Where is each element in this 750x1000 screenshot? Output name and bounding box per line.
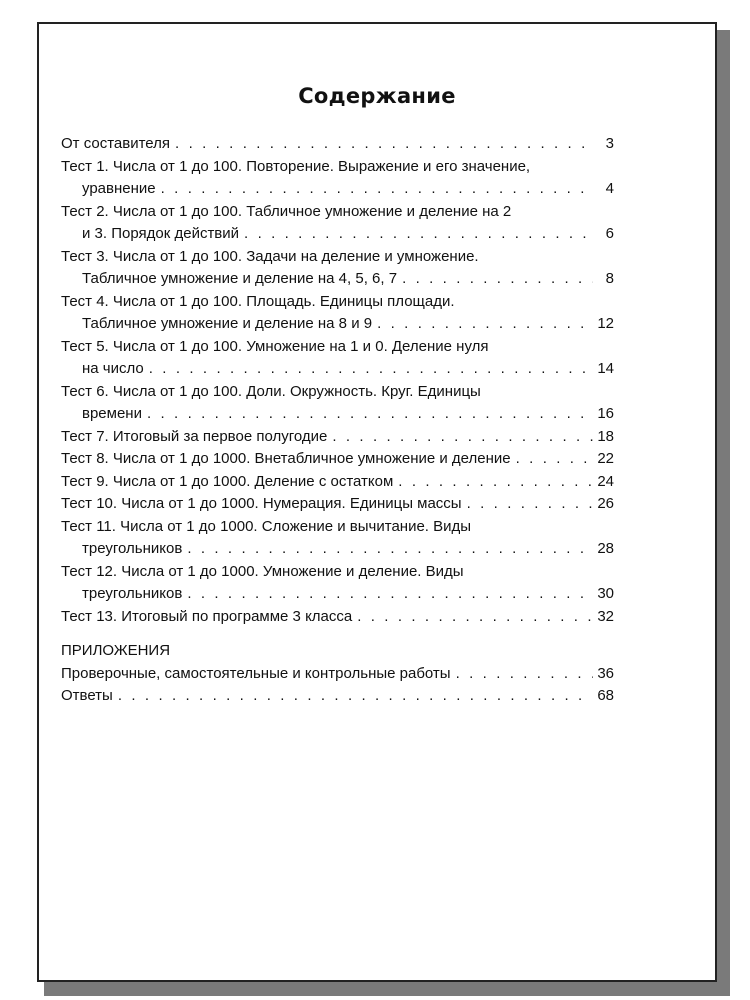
dot-leader	[332, 426, 593, 449]
toc-entry-text: Тест 5. Числа от 1 до 100. Умножение на 1 и 0. Деление нуля	[61, 337, 489, 355]
toc-entry-text: Тест 10. Числа от 1 до 1000. Нумерация. Единицы массы	[61, 495, 462, 512]
toc-entry-text: Тест 2. Числа от 1 до 100. Табличное умножение и деление на 2	[61, 202, 512, 220]
toc-entry[interactable]	[61, 246, 614, 291]
toc-entry-line	[61, 426, 614, 449]
toc-entry-line	[61, 178, 614, 201]
toc-entry-text: и 3. Порядок действий	[82, 225, 240, 242]
toc-entry[interactable]	[61, 663, 614, 686]
toc-entry[interactable]	[61, 516, 614, 561]
toc-page-number: 32	[597, 607, 614, 625]
toc-entry-line	[61, 471, 614, 494]
dot-leader	[187, 538, 593, 561]
toc-page-number: 8	[605, 270, 614, 287]
dot-leader	[175, 133, 593, 156]
toc-page-number: 22	[597, 450, 614, 467]
toc-entry-text: Табличное умножение и деление на 8 и 9	[82, 315, 373, 332]
toc-page-number: 14	[597, 360, 614, 377]
toc-page-number: 26	[597, 495, 614, 512]
dot-leader	[357, 606, 593, 629]
dot-leader	[149, 358, 593, 381]
toc-entry-text: От составителя	[61, 135, 171, 152]
toc-entry[interactable]	[61, 471, 614, 494]
toc-entry[interactable]	[61, 493, 614, 516]
toc-entry-text: Тест 11. Числа от 1 до 1000. Сложение и вычитание. Виды	[61, 517, 472, 535]
toc-entry-line	[61, 606, 614, 629]
dot-leader	[516, 448, 593, 471]
toc-entry-text: Тест 1. Числа от 1 до 100. Повторение. Выражение и его значение,	[61, 157, 531, 175]
toc-entry-text: уравнение	[82, 180, 156, 197]
toc-entry-text: времени	[82, 405, 142, 422]
toc-entry[interactable]	[61, 685, 614, 708]
dot-leader	[244, 223, 593, 246]
toc-entry-text: Тест 7. Итоговый за первое полугодие	[61, 427, 328, 445]
toc-entry-line	[61, 448, 614, 471]
toc-entry-line	[61, 685, 614, 708]
toc-entry[interactable]	[61, 426, 614, 449]
toc-entry-line	[61, 561, 614, 584]
toc-page-number: 18	[597, 427, 614, 445]
dot-leader	[456, 663, 593, 686]
toc-entry-line	[61, 516, 614, 539]
dot-leader	[161, 178, 593, 201]
appendix-heading: ПРИЛОЖЕНИЯ	[61, 642, 171, 659]
toc-entry[interactable]	[61, 381, 614, 426]
toc-entry-line	[61, 268, 614, 291]
toc-page-number: 24	[597, 472, 614, 490]
toc-page-number: 68	[597, 687, 614, 704]
toc-page-number: 36	[597, 664, 614, 682]
toc-entry-line	[61, 156, 614, 179]
toc-entry-text: Проверочные, самостоятельные и контрольные работы	[61, 664, 451, 682]
toc-entry-line	[61, 583, 614, 606]
dot-leader	[187, 583, 593, 606]
toc-entry-text: Тест 4. Числа от 1 до 100. Площадь. Единицы площади.	[61, 292, 455, 310]
toc-page-number: 3	[605, 135, 614, 152]
toc-entry-text: треугольников	[82, 540, 183, 557]
toc-entry-line	[61, 291, 614, 314]
toc-entry-line	[61, 403, 614, 426]
toc-entry-line	[61, 493, 614, 516]
dot-leader	[398, 471, 593, 494]
toc-entry-text: треугольников	[82, 585, 183, 602]
toc-entry[interactable]	[61, 606, 614, 629]
toc-page-number: 28	[597, 540, 614, 557]
page-title: Содержание	[298, 84, 456, 108]
toc-page-number: 6	[605, 225, 614, 242]
dot-leader	[402, 268, 593, 291]
toc-entry-line	[61, 223, 614, 246]
table-of-contents	[61, 133, 614, 708]
toc-entry[interactable]	[61, 291, 614, 336]
toc-entry[interactable]	[61, 448, 614, 471]
toc-entry-text: на число	[82, 360, 144, 377]
dot-leader	[118, 685, 593, 708]
toc-page-number: 12	[597, 315, 614, 332]
dot-leader	[377, 313, 593, 336]
toc-entry[interactable]	[61, 156, 614, 201]
toc-entry[interactable]	[61, 133, 614, 156]
toc-entry-line	[61, 133, 614, 156]
dot-leader	[467, 493, 593, 516]
toc-entry[interactable]	[61, 201, 614, 246]
toc-entry-text: Тест 8. Числа от 1 до 1000. Внетабличное умножение и деление	[61, 450, 511, 467]
toc-page-number: 30	[597, 585, 614, 602]
toc-entry-text: Тест 3. Числа от 1 до 100. Задачи на деление и умножение.	[61, 247, 479, 265]
toc-entry[interactable]	[61, 336, 614, 381]
toc-entry-line	[61, 201, 614, 224]
toc-entry-line	[61, 538, 614, 561]
toc-entry-line	[61, 381, 614, 404]
toc-entry-line	[61, 358, 614, 381]
toc-entry-text: Тест 9. Числа от 1 до 1000. Деление с остатком	[61, 472, 394, 490]
toc-entry-line	[61, 336, 614, 359]
toc-entry-text: Тест 12. Числа от 1 до 1000. Умножение и деление. Виды	[61, 562, 464, 580]
toc-entry-line	[61, 246, 614, 269]
toc-entry-text: Табличное умножение и деление на 4, 5, 6, 7	[82, 270, 398, 287]
toc-page-number: 16	[597, 405, 614, 422]
toc-page-number: 4	[605, 180, 614, 197]
toc-entry[interactable]	[61, 561, 614, 606]
toc-entry-line	[61, 663, 614, 686]
toc-entry-line	[61, 313, 614, 336]
toc-entry-text: Тест 13. Итоговый по программе 3 класса	[61, 607, 353, 625]
dot-leader	[147, 403, 593, 426]
toc-entry-text: Ответы	[61, 687, 113, 704]
toc-entry-text: Тест 6. Числа от 1 до 100. Доли. Окружность. Круг. Единицы	[61, 382, 481, 400]
